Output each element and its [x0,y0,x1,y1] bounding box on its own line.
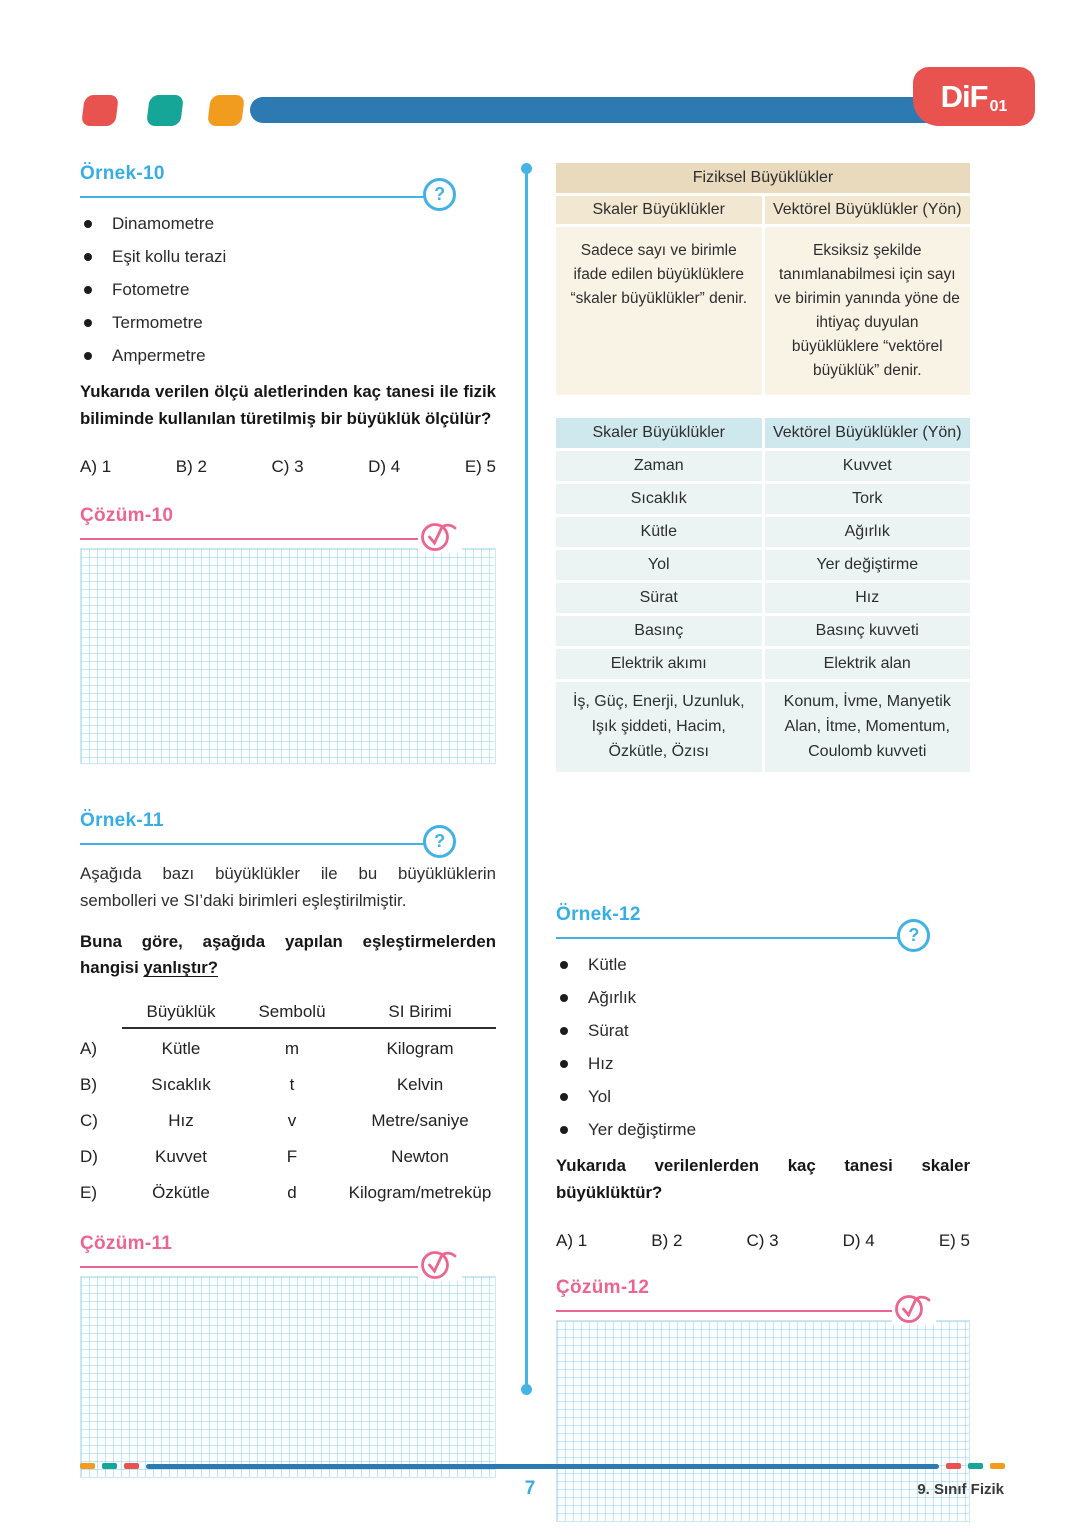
list-item [80,346,496,366]
list-item [556,1054,970,1074]
solution-10-header [80,505,446,540]
example-11-title: Örnek-11 [80,809,164,831]
list-item [556,1021,970,1041]
column-header-vector: Vektörel Büyüklükler (Yön) [765,418,971,448]
column-header-quantity: Büyüklük [122,1002,240,1029]
footer-dash-teal [968,1463,983,1469]
option-c: C) 3 [271,456,304,476]
option-b: B) 2 [651,1231,683,1251]
option-a: A) 1 [80,456,112,476]
right-column [556,163,970,1522]
decorative-chip-teal [146,95,184,126]
footer-dash-orange [80,1463,95,1469]
list-item [80,313,496,333]
list-item [80,214,496,234]
table-cell: Hız [765,583,971,613]
solution-10-workspace [80,548,496,764]
list-item [80,247,496,267]
table-cell: Ağırlık [765,517,971,547]
bullet-icon [84,253,92,261]
cell-symbol: t [289,1075,295,1095]
option-e: E) 5 [464,456,496,476]
bullet-icon [560,1093,568,1101]
scalar-vector-examples-table [556,418,970,772]
list-item [556,1120,970,1140]
check-circle-icon [892,1292,936,1325]
cell-symbol: d [287,1183,297,1203]
table-cell: Basınç [556,616,762,646]
dif-badge-label: DiF [940,78,988,114]
table-row [80,1147,496,1167]
footer-dash-teal [102,1463,117,1469]
solution-11-header [80,1233,446,1268]
book-label: 9. Sınıf Fizik [917,1481,1004,1498]
option-d: D) 4 [368,456,401,476]
solution-11-workspace [80,1276,496,1478]
table-header-row [80,1002,496,1029]
row-letter: A) [80,1039,97,1059]
column-header-scalar: Skaler Büyüklükler [556,196,762,224]
row-letter: B) [80,1075,97,1095]
solution-12-header [556,1277,920,1312]
option-c: C) 3 [746,1231,779,1251]
table-cell: Sıcaklık [556,484,762,514]
question-underlined-word: yanlıştır? [143,958,219,978]
decorative-chip-orange [207,95,245,126]
question-mark-icon: ? [897,919,930,952]
table-cell: Zaman [556,451,762,481]
example-10-header [80,163,446,204]
cell-quantity: Sıcaklık [151,1075,211,1095]
vector-definition: Eksiksiz şekilde tanımlanabilmesi için sayı ve birimin yanında yöne de ihtiyaç duyulan büyüklüklere “vektörel büyüklük” denir. [765,227,971,395]
solution-11-title: Çözüm-11 [80,1233,173,1255]
column-header-unit: SI Birimi [344,1002,496,1029]
header-bar [250,97,1008,123]
bullet-icon [84,286,92,294]
bullet-icon [560,1126,568,1134]
table-cell: Yol [556,550,762,580]
cell-symbol: m [284,1039,300,1059]
question-mark-icon: ? [423,178,456,211]
table-row [80,1039,496,1059]
column-header-vector: Vektörel Büyüklükler (Yön) [765,196,971,224]
cell-unit: Kilogram [386,1039,454,1059]
bullet-text: Fotometre [112,280,190,299]
example-10-title: Örnek-10 [80,163,165,184]
table-cell: Konum, İvme, Manyetik Alan, İtme, Momentum, Coulomb kuvveti [765,682,971,772]
example-11-question [80,929,496,983]
table-cell: İş, Güç, Enerji, Uzunluk, Işık şiddeti, Hacim, Özkütle, Özısı [556,682,762,772]
table-row [80,1075,496,1095]
decorative-chip-red [81,95,119,126]
example-10-bullet-list [80,214,496,366]
cell-quantity: Hız [168,1111,194,1131]
list-item [80,280,496,300]
option-a: A) 1 [556,1231,588,1251]
row-letter: D) [80,1147,98,1167]
column-divider [525,168,528,1390]
option-b: B) 2 [175,456,207,476]
example-11-header [80,809,446,851]
bullet-text: Yer değiştirme [588,1120,697,1140]
bullet-icon [560,1060,568,1068]
cell-quantity: Kuvvet [155,1147,207,1167]
table-cell: Tork [765,484,971,514]
footer-rule [146,1464,939,1469]
list-item [556,1087,970,1107]
table-cell: Elektrik akımı [556,649,762,679]
example-12-title: Örnek-12 [556,904,641,926]
dif-badge [913,67,1035,126]
bullet-text: Termometre [112,313,203,332]
cell-unit: Metre/saniye [371,1111,469,1131]
bullet-text: Sürat [588,1021,629,1041]
table-cell: Yer değiştirme [765,550,971,580]
left-column [80,163,496,1478]
solution-10-title: Çözüm-10 [80,504,174,526]
question-text: Buna göre, aşağıda yapılan eşleştirmelerden hangisi [80,931,496,978]
bullet-icon [84,319,92,327]
cell-unit: Newton [391,1147,449,1167]
list-item [556,988,970,1008]
list-item [556,955,970,975]
footer-dash-orange [990,1463,1005,1469]
bullet-text: Yol [588,1087,612,1107]
cell-symbol: F [286,1147,298,1167]
bullet-icon [560,994,568,1002]
bullet-text: Ampermetre [112,346,206,365]
cell-unit: Kelvin [396,1075,444,1095]
bullet-icon [560,1027,568,1035]
bullet-text: Kütle [588,955,627,975]
example-12-options [556,1231,970,1251]
option-d: D) 4 [842,1231,875,1251]
scalar-definition: Sadece sayı ve birimle ifade edilen büyüklüklere “skaler büyüklükler” denir. [556,227,762,395]
cell-quantity: Kütle [161,1039,201,1059]
check-circle-icon [418,1248,462,1281]
row-letter: C) [80,1111,98,1131]
example-12-question: Yukarıda verilenlerden kaç tanesi skaler büyüklüktür? [556,1156,970,1203]
row-letter: E) [80,1183,97,1203]
bullet-text: Eşit kollu terazi [112,247,227,266]
check-circle-icon [418,520,462,553]
table-cell: Basınç kuvveti [765,616,971,646]
question-mark-icon: ? [423,825,456,858]
table-title: Fiziksel Büyüklükler [556,163,970,193]
example-11-table [80,1002,496,1203]
bullet-icon [560,961,568,969]
example-12-header [556,904,920,946]
bullet-icon [84,220,92,228]
page-number: 7 [524,1478,536,1499]
bullet-text: Hız [588,1054,614,1074]
bullet-text: Dinamometre [112,214,215,233]
footer-band [80,1463,1005,1469]
table-cell: Kütle [556,517,762,547]
bullet-icon [84,352,92,360]
bullet-text: Ağırlık [588,988,637,1008]
physical-quantities-table [556,163,970,395]
cell-unit: Kilogram/metreküp [348,1183,492,1203]
example-10-question: Yukarıda verilen ölçü aletlerinden kaç tanesi ile fizik biliminde kullanılan türetilmiş bir büyüklük ölçülür? [80,382,496,428]
option-e: E) 5 [938,1231,970,1251]
column-header-scalar: Skaler Büyüklükler [556,418,762,448]
table-row [80,1183,496,1203]
example-12-bullet-list [556,955,970,1140]
column-header-symbol: Sembolü [240,1002,344,1029]
footer-dash-red [946,1463,961,1469]
table-cell: Kuvvet [765,451,971,481]
cell-quantity: Özkütle [152,1183,210,1203]
example-10-options [80,457,496,477]
dif-badge-number: 01 [989,98,1008,115]
table-cell: Elektrik alan [765,649,971,679]
cell-symbol: v [287,1111,297,1131]
footer-dash-red [124,1463,139,1469]
table-row [80,1111,496,1131]
table-cell: Sürat [556,583,762,613]
example-11-intro: Aşağıda bazı büyüklükler ile bu büyüklüklerin sembolleri ve SI’daki birimleri eşleştirilmiştir. [80,863,496,910]
solution-12-title: Çözüm-12 [556,1277,650,1299]
